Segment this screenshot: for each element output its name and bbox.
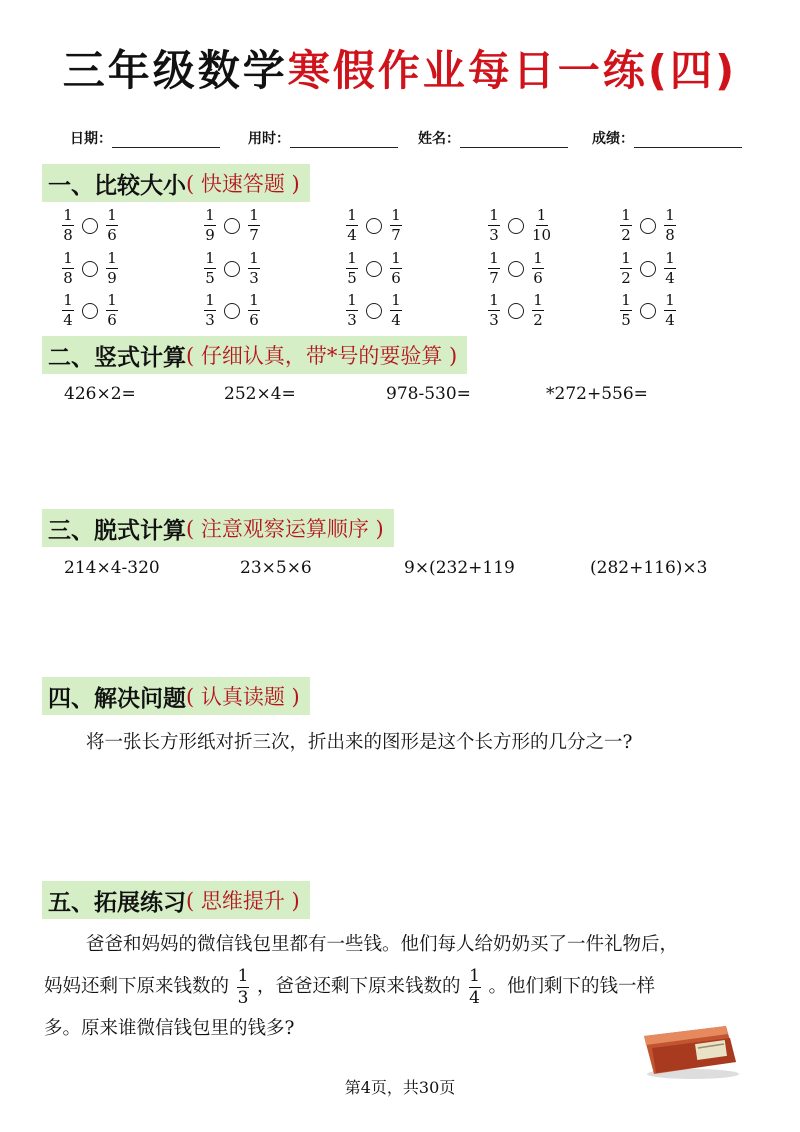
fraction: $\frac{1}{6}$ bbox=[391, 249, 401, 287]
fraction: $\frac{1}{6}$ bbox=[107, 291, 117, 329]
section-4-header: 四、解决问题 ( 认真读题 ) bbox=[42, 677, 310, 715]
page-footer: 第4页，共30页 bbox=[344, 1078, 456, 1097]
fraction: $\frac{1}{7}$ bbox=[249, 206, 259, 244]
compare-item bbox=[62, 208, 118, 243]
section-2-header: 二、竖式计算 ( 仔细认真，带*号的要验算 ) bbox=[42, 336, 467, 374]
compare-item bbox=[620, 251, 676, 286]
fraction: $\frac{1}{2}$ bbox=[533, 291, 543, 329]
vertical-calc-4: *272+556= bbox=[546, 384, 648, 404]
wallet-icon bbox=[638, 1018, 742, 1080]
fraction: $\frac{1}{5}$ bbox=[621, 291, 631, 329]
answer-circle[interactable] bbox=[640, 261, 656, 277]
step-calc-3: 9×(232+119 bbox=[404, 558, 515, 578]
fraction: $\frac{1}{3}$ bbox=[347, 291, 357, 329]
score-field[interactable]: 成绩： bbox=[592, 128, 742, 148]
fraction: $\frac{1}{5}$ bbox=[205, 249, 215, 287]
fraction: $\frac{1}{4}$ bbox=[665, 249, 675, 287]
compare-item bbox=[488, 208, 551, 243]
fraction: $\frac{1}{3}$ bbox=[489, 206, 499, 244]
fraction: $\frac{1}{3}$ bbox=[205, 291, 215, 329]
compare-item bbox=[620, 293, 676, 328]
fraction: $\frac{1}{9}$ bbox=[107, 249, 117, 287]
date-field[interactable]: 日期： bbox=[70, 128, 220, 148]
compare-item bbox=[204, 251, 260, 286]
page-title: 三年级数学寒假作业每日一练(四) bbox=[62, 46, 738, 95]
fraction: $\frac{1}{4}$ bbox=[665, 291, 675, 329]
compare-item bbox=[62, 251, 118, 286]
compare-item bbox=[204, 293, 260, 328]
fraction: $\frac{1}{6}$ bbox=[107, 206, 117, 244]
answer-circle[interactable] bbox=[82, 218, 98, 234]
time-field[interactable]: 用时： bbox=[248, 128, 398, 148]
compare-item bbox=[62, 293, 118, 328]
extension-line-2: 妈妈还剩下原来钱数的 $\frac{1}{3}$ ，爸爸还剩下原来钱数的 $\frac{1}{4}$ 。他们剩下的钱一样 bbox=[44, 965, 656, 1008]
fraction: $\frac{1}{9}$ bbox=[205, 206, 215, 244]
answer-circle[interactable] bbox=[640, 303, 656, 319]
answer-circle[interactable] bbox=[508, 261, 524, 277]
fraction: $\frac{1}{4}$ bbox=[391, 291, 401, 329]
step-calc-1: 214×4-320 bbox=[64, 558, 160, 578]
problem-text: 将一张长方形纸对折三次，折出来的图形是这个长方形的几分之一? bbox=[86, 732, 633, 753]
vertical-calc-2: 252×4= bbox=[224, 384, 296, 404]
compare-item bbox=[204, 208, 260, 243]
fraction: $\frac{1}{4}$ bbox=[347, 206, 357, 244]
fraction: $\frac{1}{7}$ bbox=[391, 206, 401, 244]
fraction: $\frac{1}{2}$ bbox=[621, 206, 631, 244]
fraction: $\frac{1}{6}$ bbox=[533, 249, 543, 287]
answer-circle[interactable] bbox=[82, 303, 98, 319]
extension-line-1: 爸爸和妈妈的微信钱包里都有一些钱。他们每人给奶奶买了一件礼物后， bbox=[86, 934, 679, 955]
answer-circle[interactable] bbox=[640, 218, 656, 234]
section-1-header: 一、比较大小 ( 快速答题 ) bbox=[42, 164, 310, 202]
fraction: $\frac{1}{8}$ bbox=[665, 206, 675, 244]
fraction: $\frac{1}{8}$ bbox=[63, 249, 73, 287]
fraction: $\frac{1}{10}$ bbox=[532, 206, 552, 244]
compare-item bbox=[620, 208, 676, 243]
fraction: $\frac{1}{7}$ bbox=[489, 249, 499, 287]
vertical-calc-1: 426×2= bbox=[64, 384, 136, 404]
answer-circle[interactable] bbox=[366, 261, 382, 277]
fraction: $\frac{1}{3}$ bbox=[249, 249, 259, 287]
answer-circle[interactable] bbox=[224, 261, 240, 277]
section-5-header: 五、拓展练习 ( 思维提升 ) bbox=[42, 881, 310, 919]
compare-item bbox=[488, 293, 544, 328]
fraction: $\frac{1}{8}$ bbox=[63, 206, 73, 244]
step-calc-2: 23×5×6 bbox=[240, 558, 312, 578]
section-3-header: 三、脱式计算 ( 注意观察运算顺序 ) bbox=[42, 509, 394, 547]
fraction-one-fourth: $\frac{1}{4}$ bbox=[469, 965, 480, 1008]
compare-item bbox=[346, 293, 402, 328]
fraction: $\frac{1}{5}$ bbox=[347, 249, 357, 287]
answer-circle[interactable] bbox=[224, 303, 240, 319]
name-field[interactable]: 姓名： bbox=[418, 128, 568, 148]
step-calc-4: (282+116)×3 bbox=[590, 558, 708, 578]
extension-line-3: 多。原来谁微信钱包里的钱多? bbox=[44, 1018, 295, 1039]
fraction-one-third: $\frac{1}{3}$ bbox=[237, 965, 249, 1008]
answer-circle[interactable] bbox=[82, 261, 98, 277]
fraction: $\frac{1}{4}$ bbox=[63, 291, 73, 329]
compare-item bbox=[346, 251, 402, 286]
fraction: $\frac{1}{6}$ bbox=[249, 291, 259, 329]
answer-circle[interactable] bbox=[366, 303, 382, 319]
fraction: $\frac{1}{2}$ bbox=[621, 249, 631, 287]
answer-circle[interactable] bbox=[508, 303, 524, 319]
compare-item bbox=[488, 251, 544, 286]
fraction: $\frac{1}{3}$ bbox=[489, 291, 499, 329]
answer-circle[interactable] bbox=[366, 218, 382, 234]
answer-circle[interactable] bbox=[508, 218, 524, 234]
answer-circle[interactable] bbox=[224, 218, 240, 234]
vertical-calc-3: 978-530= bbox=[386, 384, 471, 404]
compare-item bbox=[346, 208, 402, 243]
